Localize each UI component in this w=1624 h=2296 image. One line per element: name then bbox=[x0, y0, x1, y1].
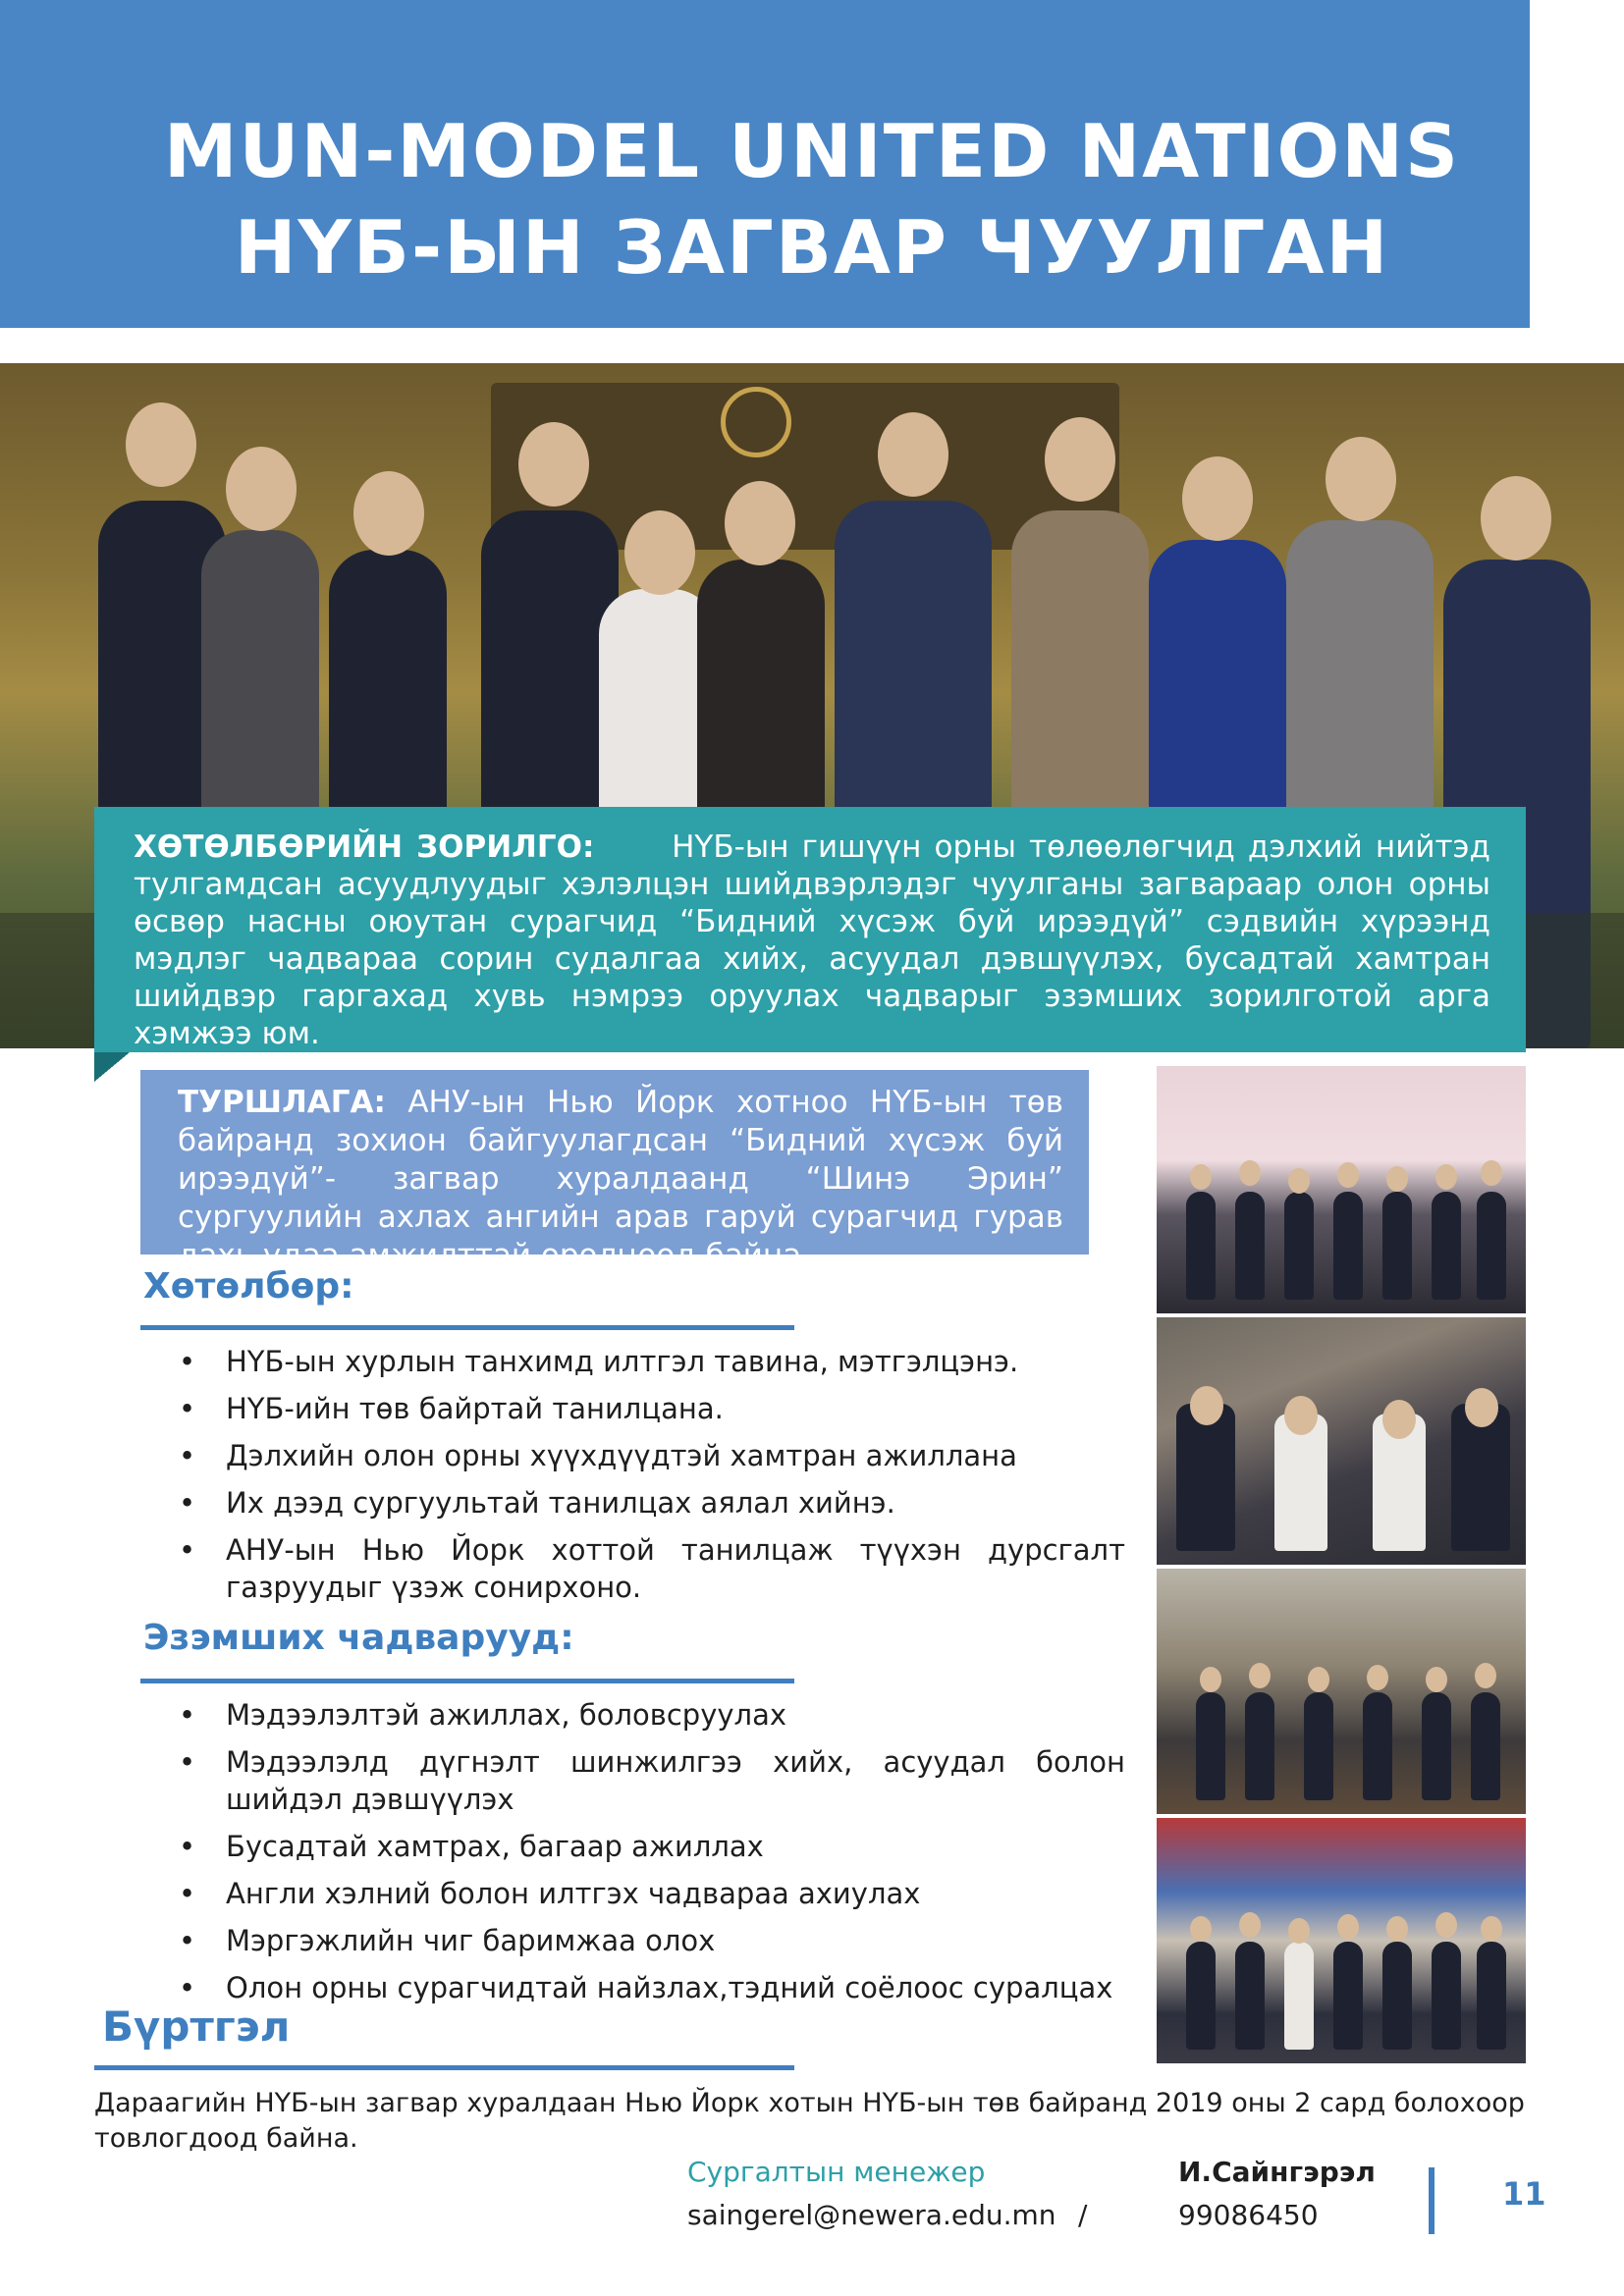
photo-un-hall-group bbox=[1157, 1569, 1526, 1814]
page-title-line-1: MUN-MODEL UNITED NATIONS bbox=[163, 108, 1461, 194]
registration-heading: Бүртгэл bbox=[102, 2002, 291, 2051]
photo-conference-session bbox=[1157, 1317, 1526, 1565]
registration-underline bbox=[94, 2065, 794, 2070]
contact-separator: / bbox=[1078, 2199, 1088, 2231]
skills-heading: Эзэмших чадварууд: bbox=[143, 1618, 574, 1658]
experience-text: АНУ-ын Нью Йорк хотноо НҮБ-ын төв байранд зохион байгуулагдсан “Бидний хүсэж буй ирээдүй”- загвар хуралдаанд “Шинэ Эрин” сургуулийн ахлах ангийн арав гаруй сурагчид гурав дахь удаа амжилттай оролцоод байна. bbox=[178, 1085, 1063, 1273]
list-item: • Англи хэлний болон илтгэх чадвараа ахиулах bbox=[179, 1875, 1125, 1912]
program-goal-box bbox=[94, 807, 1526, 1052]
list-item: • НҮБ-ийн төв байртай танилцана. bbox=[179, 1390, 1125, 1427]
list-item: • Олон орны сурагчидтай найзлах,тэдний соёлоос суралцах bbox=[179, 1969, 1125, 2006]
program-heading: Хөтөлбөр: bbox=[143, 1266, 354, 1307]
list-item: • Дэлхийн олон орны хүүхдүүдтэй хамтран ажиллана bbox=[179, 1437, 1125, 1474]
list-item: • Бусадтай хамтрах, багаар ажиллах bbox=[179, 1828, 1125, 1865]
contact-role: Сургалтын менежер bbox=[687, 2156, 986, 2188]
program-list bbox=[179, 1343, 1125, 1616]
program-underline bbox=[140, 1325, 794, 1330]
list-item: • Их дээд сургуультай танилцах аялал хийнэ. bbox=[179, 1484, 1125, 1522]
contact-email[interactable]: saingerel@newera.edu.mn bbox=[687, 2199, 1056, 2231]
goal-text: НҮБ-ын гишүүн орны төлөөлөгчид дэлхий нийтэд тулгамдсан асуудлуудыг хэлэлцэн шийдвэрлэдэг чуулганы загвараар олон орны өсвөр насны оюутан сурагчид “Бидний хүсэж буй ирээдүй” сэдвийн хүрээнд мэдлэг чадвараа сорин судалгаа хийх, асуудал дэвшүүлэх, бусадтай хамтран шийдвэр гаргахад хувь нэмрээ оруулах чадварыг эзэмших зорилготой арга хэмжээ юм. bbox=[134, 829, 1490, 1051]
page-number: 11 bbox=[1502, 2175, 1546, 2213]
goal-box-fold bbox=[94, 1052, 130, 1082]
experience-label: ТУРШЛАГА: bbox=[178, 1085, 386, 1120]
skills-list bbox=[179, 1696, 1125, 2016]
contact-phone: 99086450 bbox=[1178, 2199, 1319, 2231]
experience-box bbox=[140, 1070, 1089, 1273]
list-item: • Мэдээлэлд дүгнэлт шинжилгээ хийх, асуудал болон шийдэл дэвшүүлэх bbox=[179, 1743, 1125, 1818]
list-item: • НҮБ-ын хурлын танхимд илтгэл тавина, мэтгэлцэнэ. bbox=[179, 1343, 1125, 1380]
list-item: • Мэргэжлийн чиг баримжаа олох bbox=[179, 1922, 1125, 1959]
list-item: • Мэдээлэлтэй ажиллах, боловсруулах bbox=[179, 1696, 1125, 1734]
registration-text: Дараагийн НҮБ-ын загвар хуралдаан Нью Йорк хотын НҮБ-ын төв байранд 2019 оны 2 сард болохоор товлогдоод байна. bbox=[94, 2088, 1525, 2154]
page-number-bar bbox=[1429, 2167, 1435, 2234]
list-item: • АНУ-ын Нью Йорк хоттой танилцаж түүхэн дурсгалт газруудыг үзэж сонирхоно. bbox=[179, 1531, 1125, 1606]
header-divider bbox=[0, 328, 1530, 331]
skills-underline bbox=[140, 1679, 794, 1683]
photo-flags-group bbox=[1157, 1818, 1526, 2063]
contact-name: И.Сайнгэрэл bbox=[1178, 2156, 1376, 2188]
photo-future-we-want-group bbox=[1157, 1066, 1526, 1313]
un-emblem-icon bbox=[721, 387, 791, 457]
goal-label: ХӨТӨЛБӨРИЙН ЗОРИЛГО: bbox=[134, 829, 595, 865]
page-title-line-2: НҮБ-ЫН ЗАГВАР ЧУУЛГАН bbox=[234, 204, 1390, 291]
